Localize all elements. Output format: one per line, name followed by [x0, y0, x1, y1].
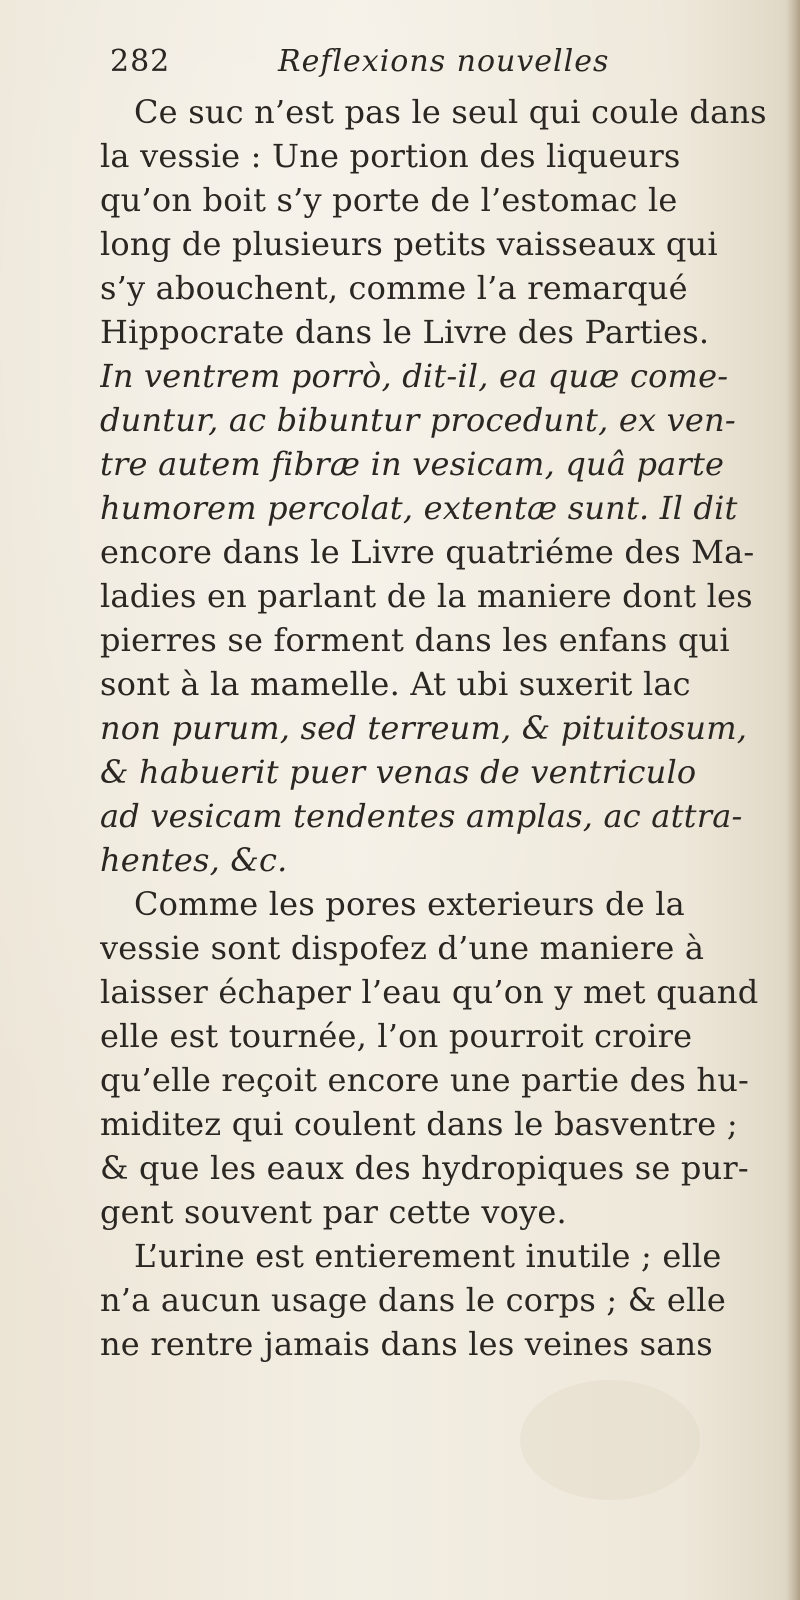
text-line: la vessie : Une portion des liqueurs [100, 137, 681, 175]
text-line: laisser échaper l’eau qu’on y met quand [100, 973, 759, 1011]
text-line: In ventrem porrò, dit-il, ea quæ come- [100, 357, 729, 395]
text-line: & habuerit puer venas de ventriculo [100, 753, 697, 791]
text-line: tre autem fibræ in vesicam, quâ parte [100, 445, 725, 483]
text-line: Ce suc n’est pas le seul qui coule dans [134, 93, 767, 131]
text-line: vessie sont dispofez d’une maniere à [100, 929, 705, 967]
text-line: encore dans le Livre quatriéme des Ma- [100, 533, 755, 571]
text-line: s’y abouchent, comme l’a remarqué [100, 269, 688, 307]
text-line: Comme les pores exterieurs de la [134, 885, 685, 923]
text-line: duntur, ac bibuntur procedunt, ex ven- [100, 401, 736, 439]
text-line: ne rentre jamais dans les veines sans [100, 1325, 713, 1363]
text-line: elle est tournée, l’on pourroit croire [100, 1017, 693, 1055]
text-line: Hippocrate dans le Livre des Parties. [100, 313, 710, 351]
text-line: sont à la mamelle. At ubi suxerit lac [100, 665, 691, 703]
text-line: humorem percolat, extentæ sunt. Il dit [100, 489, 738, 527]
text-line: ladies en parlant de la maniere dont les [100, 577, 753, 615]
paper-stain [520, 1380, 700, 1500]
text-line: gent souvent par cette voye. [100, 1193, 567, 1231]
text-line: miditez qui coulent dans le basventre ; [100, 1105, 738, 1143]
text-line: & que les eaux des hydropiques se pur- [100, 1149, 749, 1187]
page-number: 282 [110, 44, 171, 79]
text-line: non purum, sed terreum, & pituitosum, [100, 709, 748, 747]
text-line: hentes, &c. [100, 841, 288, 879]
text-line: n’a aucun usage dans le corps ; & elle [100, 1281, 726, 1319]
running-title: Reflexions nouvelles [278, 44, 610, 79]
body-text [100, 90, 790, 1366]
text-line: long de plusieurs petits vaisseaux qui [100, 225, 718, 263]
page-header [110, 44, 670, 96]
text-line: L’urine est entierement inutile ; elle [134, 1237, 722, 1275]
text-line: qu’on boit s’y porte de l’estomac le [100, 181, 678, 219]
text-line: pierres se forment dans les enfans qui [100, 621, 730, 659]
text-line: ad vesicam tendentes amplas, ac attra- [100, 797, 743, 835]
text-line: qu’elle reçoit encore une partie des hu- [100, 1061, 750, 1099]
